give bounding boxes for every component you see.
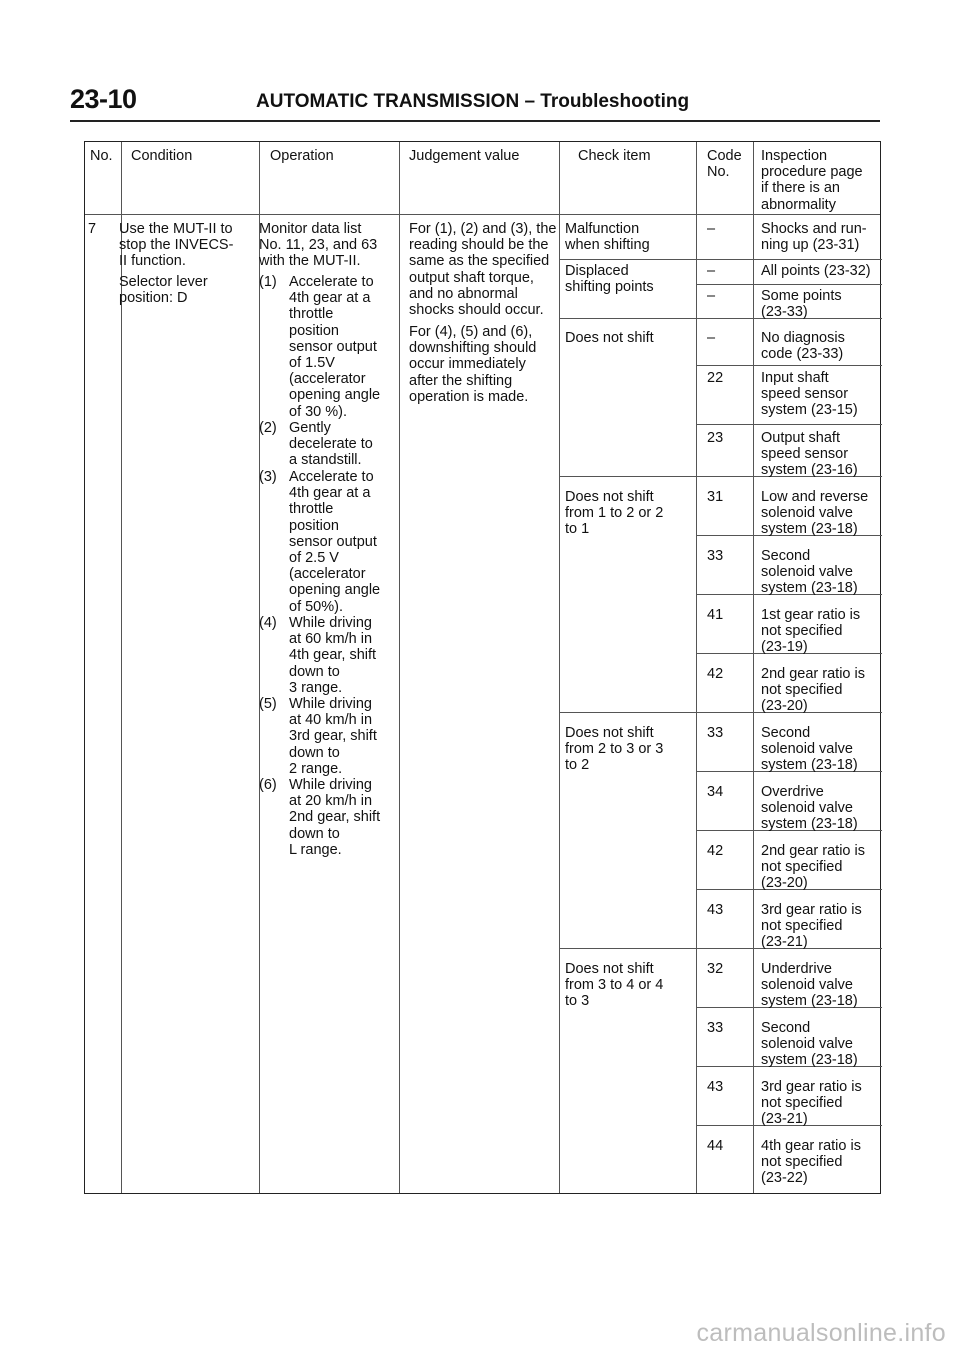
header-no: No. (90, 148, 113, 164)
operation-step-number: (1) (259, 274, 277, 290)
check-does-not-shift: Does not shift (565, 330, 654, 346)
row-divider (696, 365, 882, 366)
inspection-procedure: Underdrive solenoid valve system (23-18) (761, 961, 858, 1010)
code-number: 32 (707, 961, 724, 977)
check-malfunction: Malfunction when shifting (565, 221, 650, 254)
code-number: 33 (707, 1020, 724, 1036)
row-divider (696, 424, 882, 425)
header-inspection: Inspection procedure page if there is an abnormality (761, 148, 863, 213)
inspection-procedure: Second solenoid valve system (23-18) (761, 1020, 858, 1069)
inspection-procedure: 2nd gear ratio is not specified (23-20) (761, 666, 865, 715)
code-number: 23 (707, 430, 724, 446)
inspection-procedure: Low and reverse solenoid valve system (23-18) (761, 489, 869, 538)
judgement-value-2: For (4), (5) and (6), downshifting should occur immediately after the shifting operation is made. (409, 324, 537, 405)
operation-step-text: While driving at 20 km/h in 2nd gear, shift down to L range. (289, 777, 381, 858)
operation-step-text: While driving at 60 km/h in 4th gear, shift down to 3 range. (289, 615, 377, 696)
troubleshooting-table (84, 141, 881, 1194)
code-number: 42 (707, 843, 724, 859)
column-divider (559, 142, 560, 1193)
watermark: carmanualsonline.info (696, 1319, 946, 1347)
header-judgement: Judgement value (409, 148, 520, 164)
inspection-procedure: All points (23-32) (761, 263, 871, 279)
row-divider (559, 259, 882, 260)
judgement-value-1: For (1), (2) and (3), the reading should be the same as the specified output shaft torque, and no abnormal shocks should occur. (409, 221, 557, 319)
code-number: 41 (707, 607, 724, 623)
column-divider (259, 142, 260, 1193)
column-divider (753, 142, 754, 1193)
operation-intro: Monitor data list No. 11, 23, and 63 with the MUT-II. (259, 221, 378, 270)
code-number: 42 (707, 666, 724, 682)
inspection-procedure: Second solenoid valve system (23-18) (761, 725, 858, 774)
code-number: 33 (707, 725, 724, 741)
header-check-item: Check item (578, 148, 651, 164)
check-shift-1-2: Does not shift from 1 to 2 or 2 to 1 (565, 489, 664, 538)
code-number: – (707, 330, 716, 346)
inspection-procedure: Second solenoid valve system (23-18) (761, 548, 858, 597)
code-number: 43 (707, 902, 724, 918)
inspection-procedure: 3rd gear ratio is not specified (23-21) (761, 902, 862, 951)
header-condition: Condition (131, 148, 193, 164)
column-divider (696, 142, 697, 1193)
code-number: 33 (707, 548, 724, 564)
inspection-procedure: 3rd gear ratio is not specified (23-21) (761, 1079, 862, 1128)
selector-lever-text: Selector lever position: D (119, 274, 208, 307)
inspection-procedure: 4th gear ratio is not specified (23-22) (761, 1138, 861, 1187)
inspection-procedure: Overdrive solenoid valve system (23-18) (761, 784, 858, 833)
check-shift-2-3: Does not shift from 2 to 3 or 3 to 2 (565, 725, 664, 774)
header-code-no: Code No. (707, 148, 742, 181)
operation-step-number: (3) (259, 469, 277, 485)
operation-step-number: (5) (259, 696, 277, 712)
condition-text: Use the MUT-II to stop the INVECS- II function. (119, 221, 234, 270)
inspection-procedure: Shocks and run- ning up (23-31) (761, 221, 867, 254)
operation-step-number: (4) (259, 615, 277, 631)
operation-step-text: Accelerate to 4th gear at a throttle position sensor output of 2.5 V (accelerator opening angle of 50%). (289, 469, 381, 615)
operation-step-number: (6) (259, 777, 277, 793)
check-shift-3-4: Does not shift from 3 to 4 or 4 to 3 (565, 961, 664, 1010)
operation-step-text: Gently decelerate to a standstill. (289, 420, 373, 469)
inspection-procedure: Output shaft speed sensor system (23-16) (761, 430, 858, 479)
header-divider (70, 120, 880, 122)
inspection-procedure: Some points (23-33) (761, 288, 842, 321)
row-number: 7 (88, 221, 97, 237)
row-divider (696, 284, 882, 285)
check-displaced: Displaced shifting points (565, 263, 654, 296)
inspection-procedure: 1st gear ratio is not specified (23-19) (761, 607, 861, 656)
inspection-procedure: 2nd gear ratio is not specified (23-20) (761, 843, 865, 892)
page-number: 23-10 (70, 84, 137, 114)
code-number: 34 (707, 784, 724, 800)
inspection-procedure: No diagnosis code (23-33) (761, 330, 845, 363)
code-number: 22 (707, 370, 724, 386)
code-number: 43 (707, 1079, 724, 1095)
header-operation: Operation (270, 148, 334, 164)
operation-step-text: While driving at 40 km/h in 3rd gear, shift down to 2 range. (289, 696, 377, 777)
code-number: – (707, 221, 716, 237)
column-divider (399, 142, 400, 1193)
code-number: – (707, 263, 716, 279)
code-number: 44 (707, 1138, 724, 1154)
inspection-procedure: Input shaft speed sensor system (23-15) (761, 370, 858, 419)
code-number: – (707, 288, 716, 304)
page-title: AUTOMATIC TRANSMISSION – Troubleshooting (256, 91, 690, 112)
operation-step-number: (2) (259, 420, 277, 436)
code-number: 31 (707, 489, 724, 505)
header-row-divider (85, 214, 880, 215)
operation-step-text: Accelerate to 4th gear at a throttle position sensor output of 1.5V (accelerator opening angle of 30 %). (289, 274, 381, 420)
